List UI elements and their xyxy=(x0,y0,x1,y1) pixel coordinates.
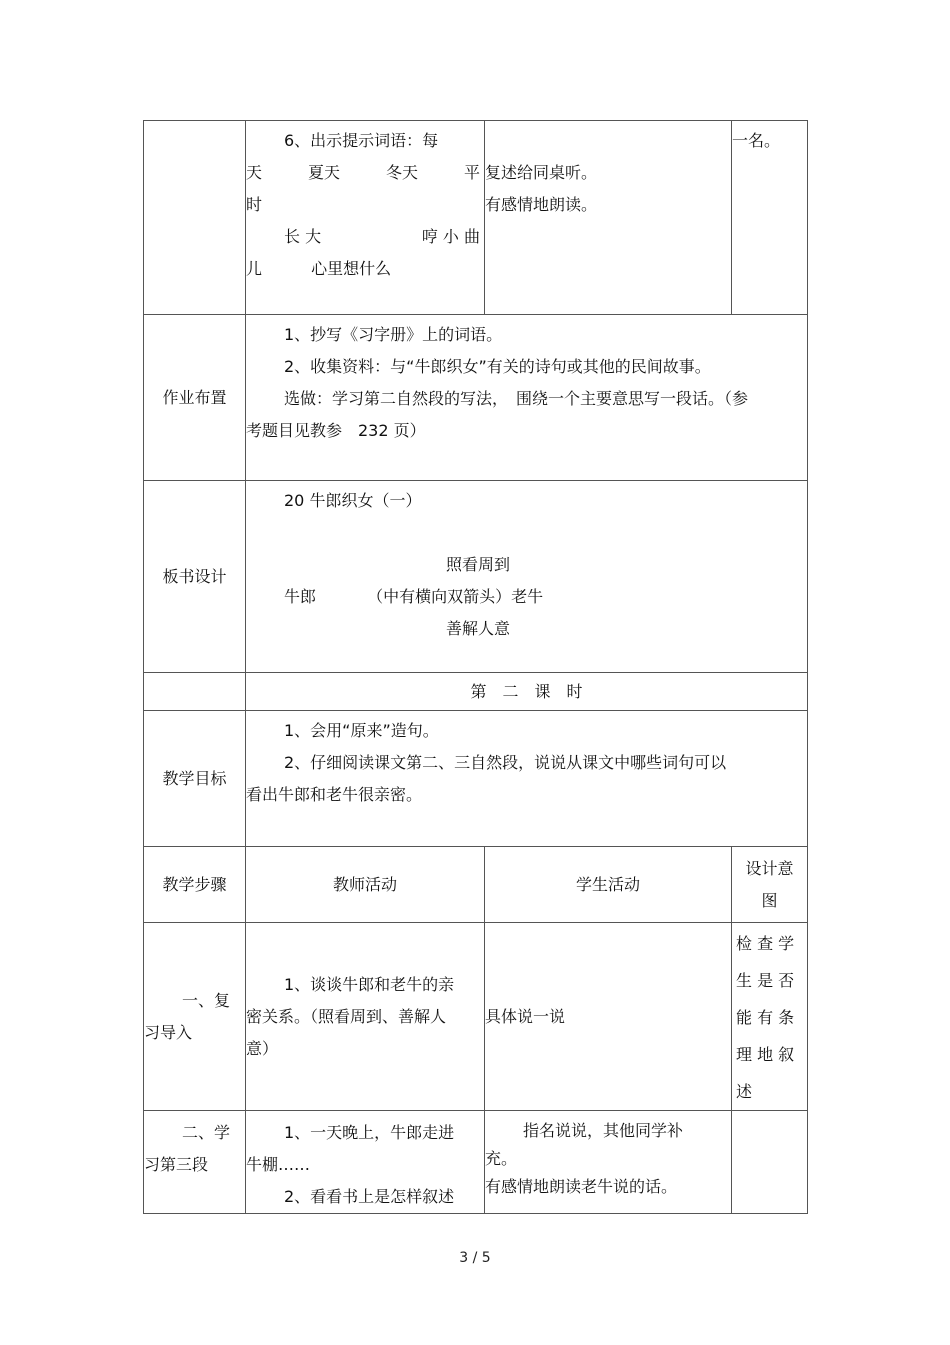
board-design-label: 板书设计 xyxy=(144,481,246,673)
word: 冬天 xyxy=(385,163,418,182)
step2-teacher xyxy=(246,1111,485,1214)
step-label-line: 习第三段 xyxy=(144,1155,209,1174)
board-design-row xyxy=(144,481,808,673)
student-line: 有感情地朗读老牛说的话。 xyxy=(485,1177,678,1196)
step-cell-empty xyxy=(144,121,246,315)
step1-label xyxy=(144,923,246,1111)
word: 心里想什么 xyxy=(311,259,392,278)
intent-line: 生 是 否 xyxy=(736,971,795,990)
homework-line: 考题目见教参 232 页） xyxy=(246,421,426,440)
teacher-word-row xyxy=(246,253,484,285)
step1-student: 具体说一说 xyxy=(485,923,732,1111)
goals-row xyxy=(144,711,808,847)
step1-teacher xyxy=(246,923,485,1111)
intent-line: 一名。 xyxy=(732,131,781,150)
lesson-plan-table xyxy=(143,120,808,1214)
board-middle xyxy=(246,581,807,613)
design-intent-cell xyxy=(732,121,808,315)
continuation-row xyxy=(144,121,808,315)
student-line: 复述给同桌听。 xyxy=(485,163,598,182)
teacher-line: 意） xyxy=(246,1038,279,1058)
step2-student xyxy=(485,1111,732,1214)
header-step: 教学步骤 xyxy=(144,847,246,923)
step1-row xyxy=(144,923,808,1111)
word: 哼 小 曲 xyxy=(421,227,480,246)
board-design-content xyxy=(246,481,808,673)
teacher-word-row xyxy=(246,157,484,189)
step2-row xyxy=(144,1111,808,1214)
step-label-line: 一、复 xyxy=(182,990,231,1010)
student-line: 充。 xyxy=(485,1149,518,1168)
goal-line: 2、仔细阅读课文第二、三自然段，说说从课文中哪些词句可以 xyxy=(284,753,727,772)
word: 平 xyxy=(463,163,480,182)
goal-line: 看出牛郎和老牛很亲密。 xyxy=(246,785,423,804)
board-arrow-ox: （中有横向双箭头）老牛 xyxy=(367,587,544,606)
teacher-line: 2、看看书上是怎样叙述 xyxy=(284,1187,455,1206)
teacher-line: 6、出示提示词语：每 xyxy=(284,131,439,150)
header-intent xyxy=(732,847,808,923)
header-student: 学生活动 xyxy=(485,847,732,923)
word: 夏天 xyxy=(307,163,340,182)
student-activity-cell xyxy=(485,121,732,315)
board-title: 20 牛郎织女（一） xyxy=(284,491,422,510)
teacher-line: 密关系。（照看周到、善解人 xyxy=(246,1006,447,1026)
teacher-line: 1、一天晚上，牛郎走进 xyxy=(284,1123,455,1142)
board-top: 照看周到 xyxy=(446,555,511,574)
step2-label xyxy=(144,1111,246,1214)
teacher-line: 牛棚…… xyxy=(246,1155,311,1174)
goals-content xyxy=(246,711,808,847)
homework-content xyxy=(246,315,808,481)
header-intent-line: 图 xyxy=(761,890,778,910)
step-label-line: 二、学 xyxy=(182,1123,231,1142)
goals-label: 教学目标 xyxy=(144,711,246,847)
teacher-word-row xyxy=(246,221,484,253)
teacher-line: 1、谈谈牛郎和老牛的亲 xyxy=(284,974,455,994)
student-line: 有感情地朗读。 xyxy=(485,195,598,214)
empty-cell xyxy=(144,673,246,711)
homework-label: 作业布置 xyxy=(144,315,246,481)
step1-intent xyxy=(732,923,808,1111)
homework-line: 选做：学习第二自然段的写法， 围绕一个主要意思写一段话。（参 xyxy=(284,389,749,408)
intent-line: 述 xyxy=(736,1082,753,1101)
word: 儿 xyxy=(246,259,263,278)
intent-line: 理 地 叙 xyxy=(736,1045,795,1064)
homework-row xyxy=(144,315,808,481)
homework-line: 1、抄写《习字册》上的词语。 xyxy=(284,325,503,344)
second-lesson-title: 第 二 课 时 xyxy=(246,673,808,711)
homework-line: 2、收集资料：与“牛郎织女”有关的诗句或其他的民间故事。 xyxy=(284,357,711,376)
student-line: 指名说说，其他同学补 xyxy=(523,1121,684,1140)
second-lesson-row xyxy=(144,673,808,711)
header-teacher: 教师活动 xyxy=(246,847,485,923)
intent-line: 能 有 条 xyxy=(736,1008,795,1027)
step-label-line: 习导入 xyxy=(144,1022,193,1042)
teacher-activity-cell xyxy=(246,121,485,315)
teacher-line: 时 xyxy=(246,195,263,214)
board-niulang: 牛郎 xyxy=(284,587,317,606)
header-row xyxy=(144,847,808,923)
word: 天 xyxy=(246,163,263,182)
step2-intent xyxy=(732,1111,808,1214)
goal-line: 1、会用“原来”造句。 xyxy=(284,721,439,740)
word: 长 大 xyxy=(284,227,322,246)
header-intent-line: 设计意 xyxy=(745,858,794,878)
board-bottom: 善解人意 xyxy=(446,619,511,638)
page-number: 3 / 5 xyxy=(459,1250,491,1266)
intent-line: 检 查 学 xyxy=(736,934,795,953)
